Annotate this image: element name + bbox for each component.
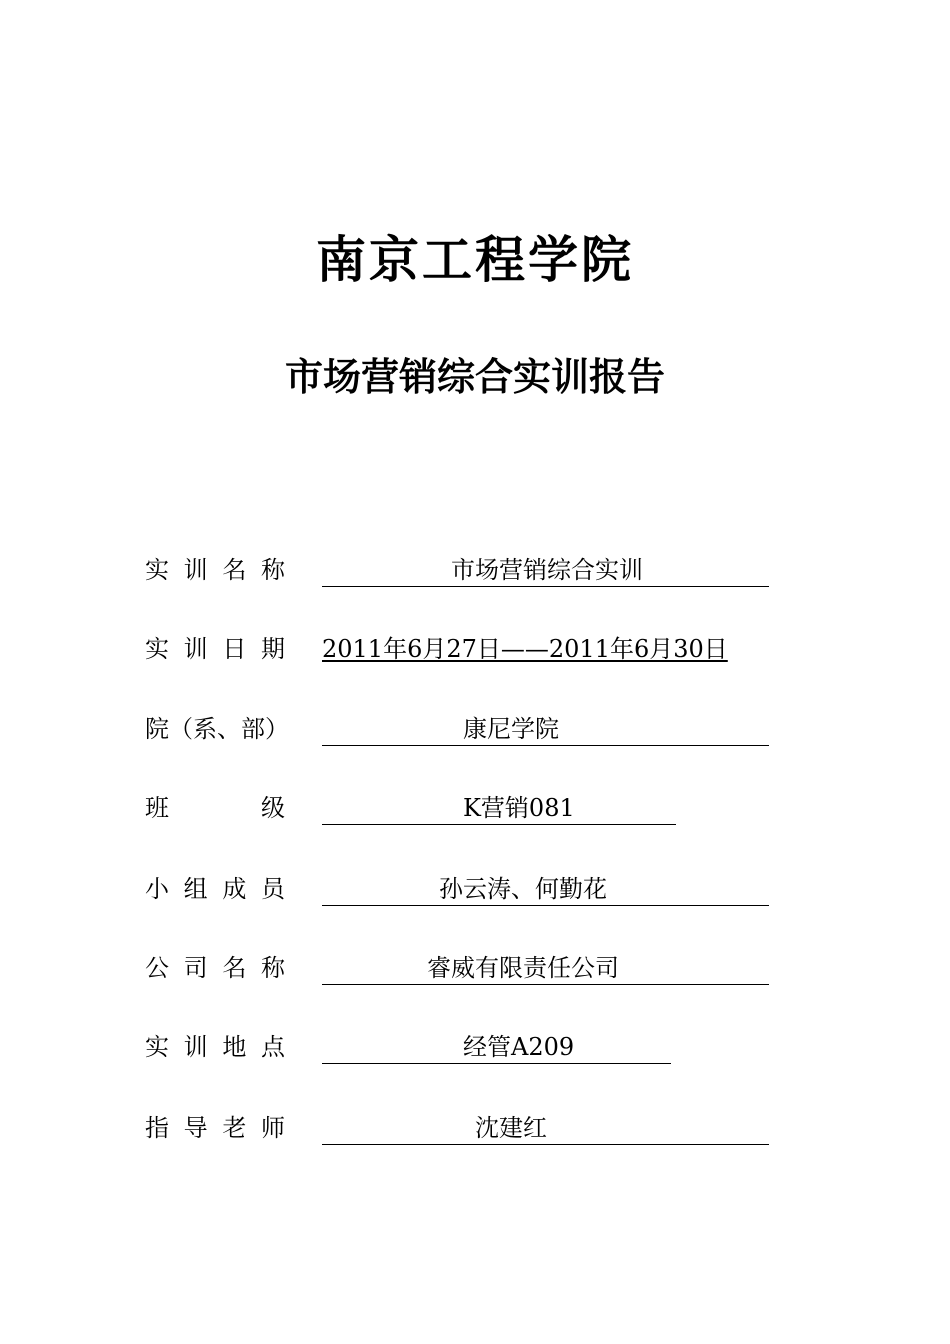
field-department: [145, 709, 785, 749]
field-value: K营销081: [463, 794, 575, 822]
field-value: 沈建红: [475, 1114, 547, 1142]
report-title: 市场营销综合实训报告: [284, 355, 665, 399]
field-group-members: [145, 869, 785, 909]
field-label: 指 导 老 师: [145, 1114, 285, 1142]
field-value: 2011年6月27日——2011年6月30日: [322, 635, 728, 663]
field-value: 孙云涛、何勤花: [439, 875, 607, 903]
field-training-location: [145, 1027, 785, 1067]
field-value: 康尼学院: [463, 715, 559, 743]
field-label: 实 训 名 称: [145, 556, 285, 584]
field-label: 班 级: [145, 794, 285, 822]
school-name: 南京工程学院: [316, 230, 634, 289]
field-label: 小 组 成 员: [145, 875, 285, 903]
field-instructor: [145, 1108, 785, 1148]
field-value: 市场营销综合实训: [451, 556, 643, 584]
field-training-name: [145, 550, 785, 590]
field-value: 经管A209: [463, 1033, 575, 1061]
field-label: 实 训 日 期: [145, 635, 285, 663]
field-class: [145, 788, 785, 828]
field-company-name: [145, 948, 785, 988]
field-label: 实 训 地 点: [145, 1033, 285, 1061]
field-value: 睿威有限责任公司: [427, 954, 619, 982]
field-label: 院（系、部）: [145, 715, 289, 743]
field-training-date: [145, 629, 785, 669]
field-label: 公 司 名 称: [145, 954, 285, 982]
